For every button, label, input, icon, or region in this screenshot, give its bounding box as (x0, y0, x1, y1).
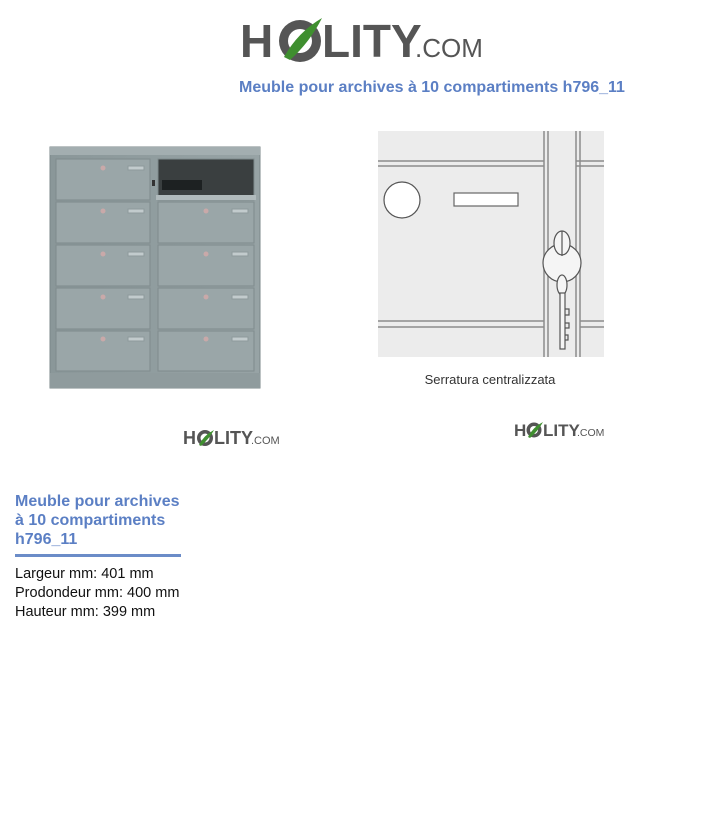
product-title: Meuble pour archives à 10 compartiments h796_11 (15, 493, 180, 548)
logo-h: H (240, 15, 274, 67)
holity-logo (240, 12, 485, 68)
holity-logo-small (183, 426, 283, 450)
lock-caption: Serratura centralizzata (424, 372, 556, 387)
logo-small-domain: .COM (251, 435, 280, 447)
brand-logo-small-2 (514, 419, 606, 443)
lock-detail-image[interactable] (378, 131, 604, 357)
holity-logo-small (514, 419, 606, 443)
brand-logo-small-1 (183, 426, 283, 450)
lock-illustration (378, 131, 604, 357)
lock-hole-icon (384, 182, 420, 218)
spec-depth: Prodondeur mm: 400 mm (15, 585, 180, 601)
title-divider (15, 554, 181, 557)
logo-lity: LITY (322, 15, 422, 67)
spec-width: Largeur mm: 401 mm (15, 566, 154, 582)
page-title: Meuble pour archives à 10 compartiments h796_11 (239, 79, 625, 96)
logo-small-domain: .COM (577, 427, 605, 439)
logo-small-h: H (514, 421, 527, 440)
logo-small-lity: LITY (543, 421, 580, 440)
logo-small-h: H (183, 428, 196, 448)
logo-domain: .COM (415, 33, 483, 63)
logo-small-lity: LITY (214, 428, 253, 448)
spec-height: Hauteur mm: 399 mm (15, 604, 156, 620)
brand-logo-top[interactable] (240, 12, 485, 68)
label-slot-icon (454, 193, 518, 206)
product-image[interactable] (48, 145, 262, 390)
cabinet-illustration (48, 145, 262, 390)
